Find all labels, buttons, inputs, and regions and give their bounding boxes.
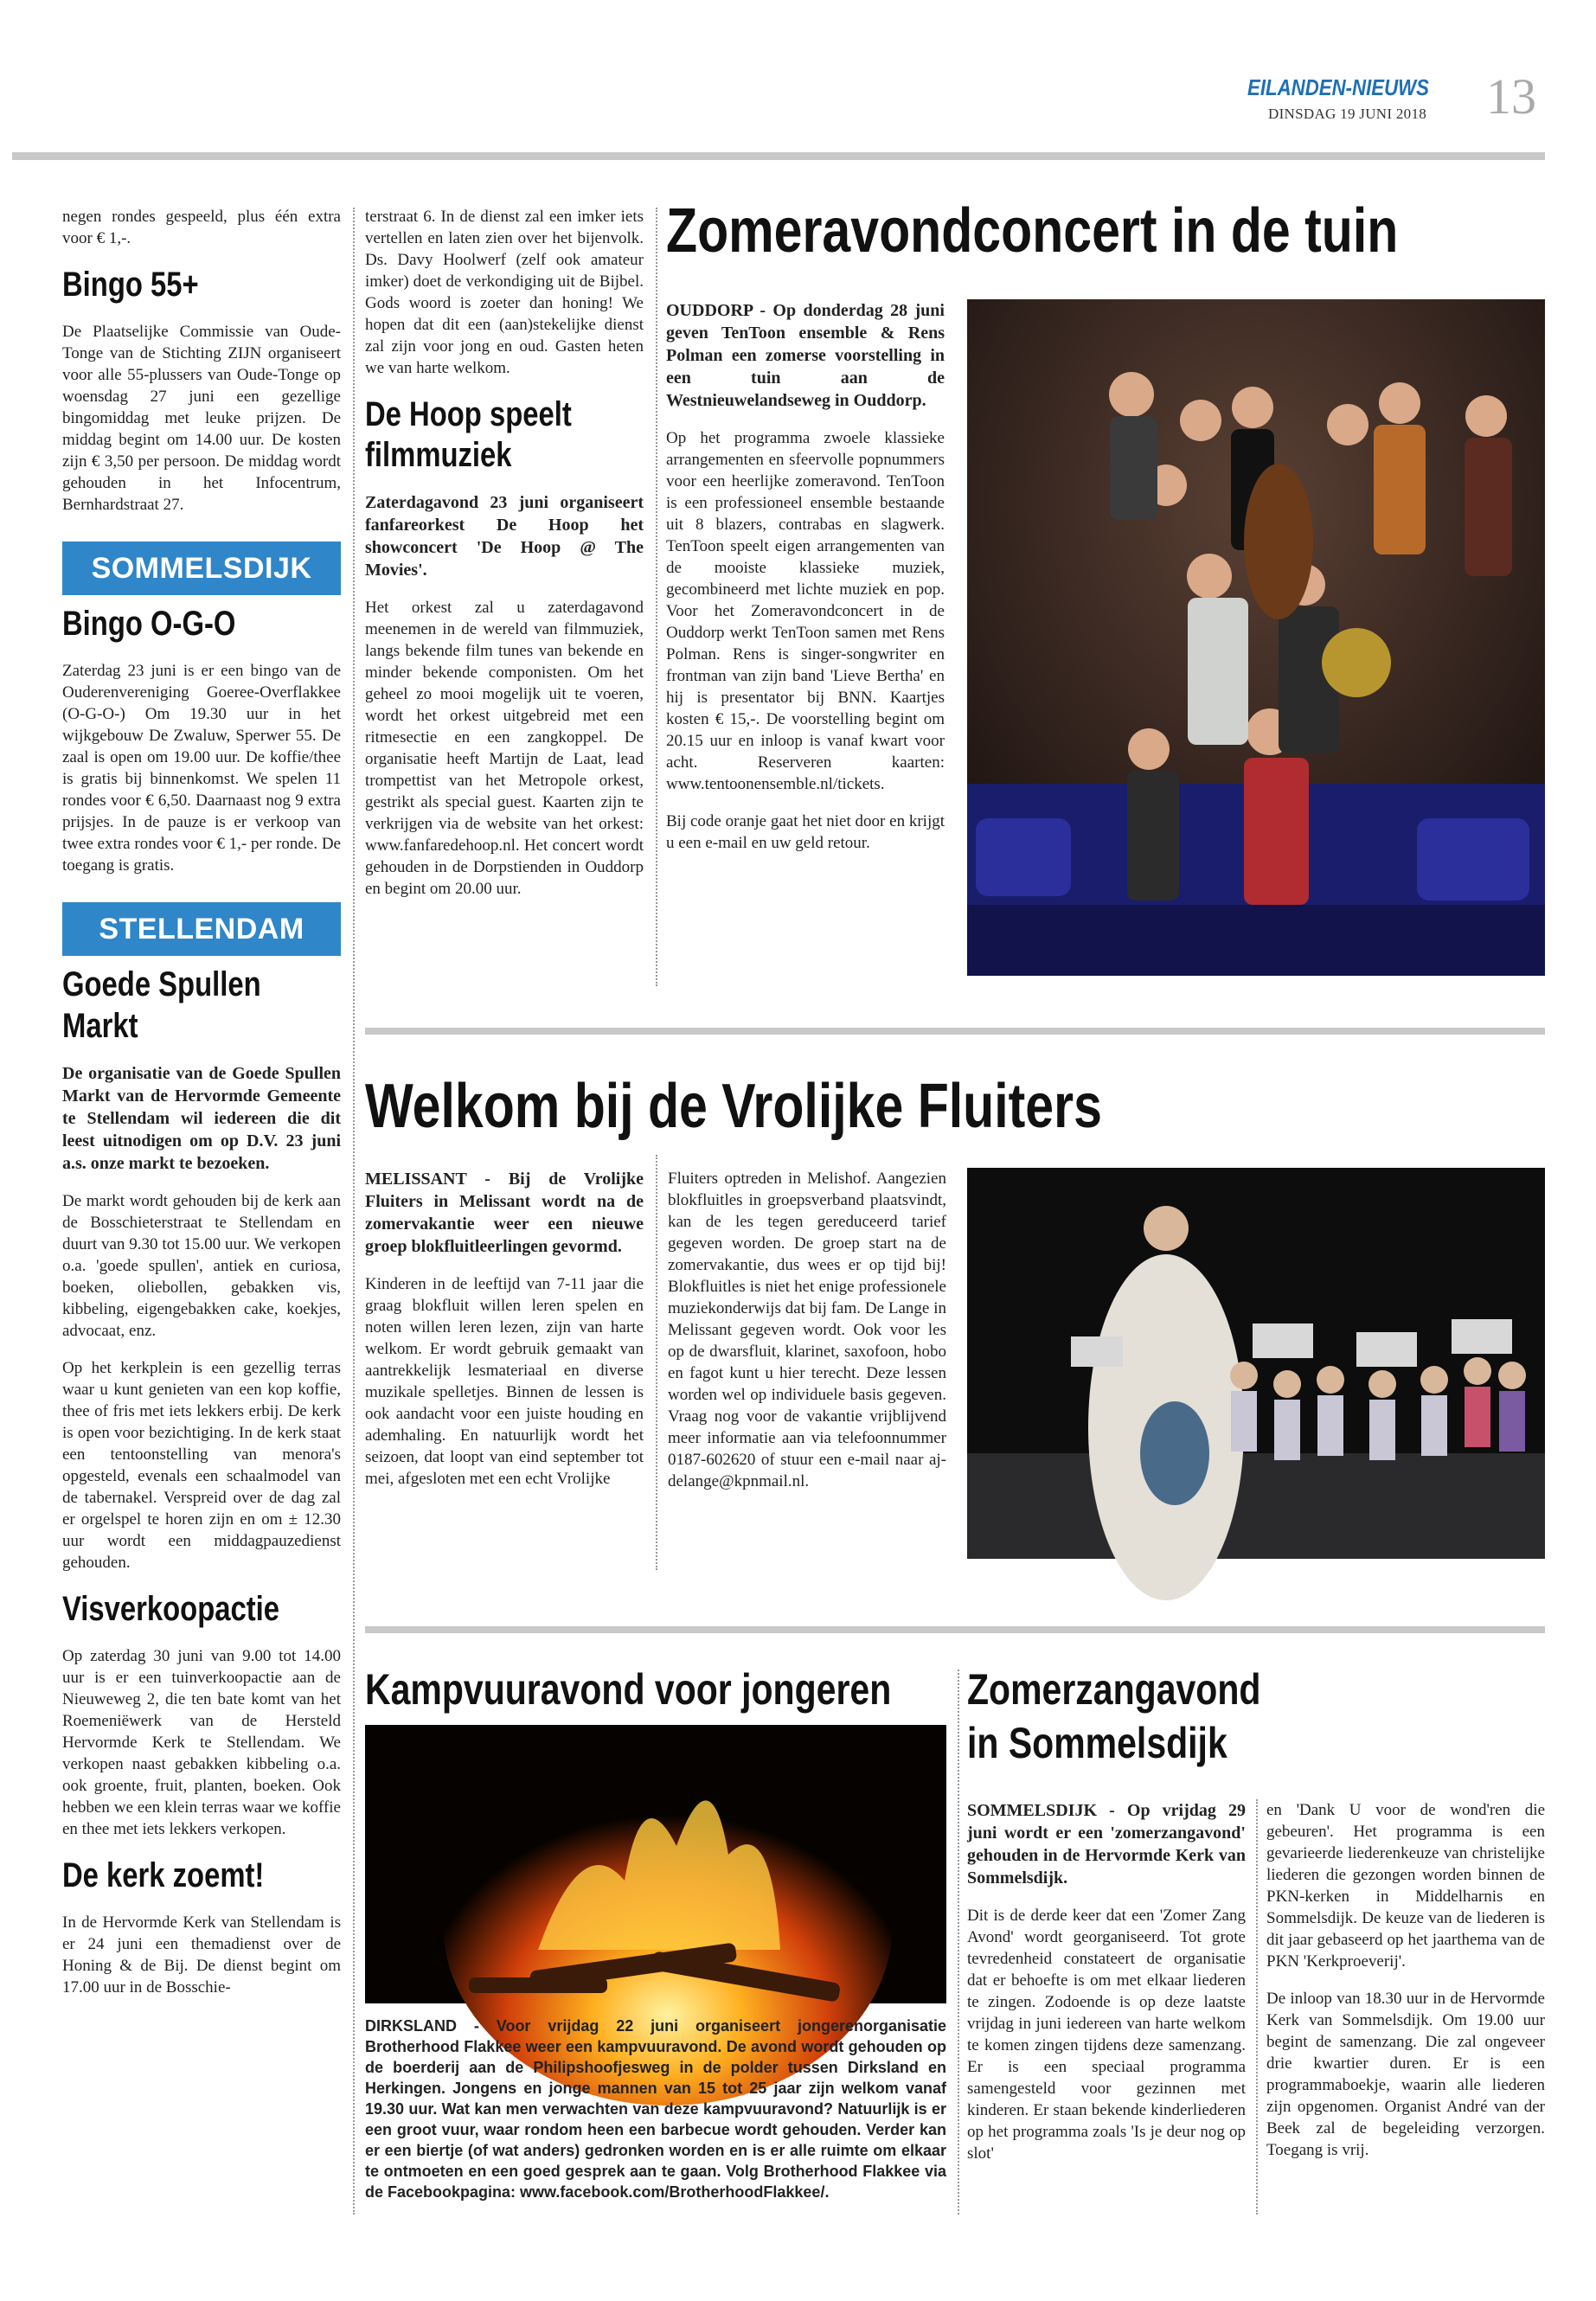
recorder-group-photo	[967, 1168, 1545, 1559]
kamp-caption: DIRKSLAND - Voor vrijdag 22 juni organiseert jongerenorganisatie Brotherhood Flakkee weer een kampvuuravond. De avond wordt gehouden op de boerderij aan de Philipshoofjesweg in de polder tussen Dirksland en Herkingen. Jongens en jonge mannen van 15 tot 25 jaar zijn welkom vanaf 19.30 uur. Wat kan men verwachten van deze kampvuuravond? Natuurlijk is er een groot vuur, waar rondom heen een barbecue wordt gehouden. Verder kan er een biertje (of wat anders) gedronken worden en is er alle ruimte om elkaar te ontmoeten en een goed gesprek aan te gaan. Volg Brotherhood Flakkee via de Facebookpagina: www.facebook.com/BrotherhoodFlakkee/.	[365, 2017, 946, 2201]
zomer-headline: Zomeravondconcert in de tuin	[666, 196, 1399, 266]
kerk-body-continued: terstraat 6. In de dienst zal een imker iets vertellen en laten zien over het bijenvolk. Ds. Davy Hoolwerf (zelf ook amateur imker) doet de verkondiging uit de Bijbel. Gods woord is zoeter dan honing! We hopen dat dit een (aan)stekelijke dienst zal zijn voor jong en oud. Gasten heten we van harte welkom.	[365, 208, 644, 377]
zomer-paragraph: Op het programma zwoele klassieke arrangementen en sfeervolle popnummers voor een heerlijke zomeravond. TenToon is een professioneel ensemble bestaande uit 8 blazers, contrabas en slagwerk. TenToon speelt eigen arrangementen van de mooiste klassieke muziek, gecombineerd met lichte muziek en pop. Voor het Zomeravondconcert in de Ouddorp werkt TenToon samen met Rens Polman. Rens is singer-songwriter en frontman van zijn band 'Lieve Bertha' en hij is presentator bij BNN. Kaartjes kosten € 15,-. De voorstelling begint om 20.15 uur en inloop is vanaf kwart voor acht. Reserveren kaarten: www.tentoonensemble.nl/tickets.	[666, 429, 945, 793]
spullen-heading-line1: Goede Spullen	[62, 965, 261, 1004]
vis-heading: Visverkoopactie	[62, 1589, 279, 1628]
spullen-heading-line2: Markt	[62, 1006, 138, 1045]
hoop-lead: Zaterdagavond 23 juni organiseert fanfareorkest De Hoop het showconcert 'De Hoop @ The Movies'.	[365, 493, 644, 580]
bingo-ogo-body: Zaterdag 23 juni is er een bingo van de Ouderenvereniging Goeree-Overflakkee (O-G-O-) Om 19.30 uur in het wijkgebouw De Zwaluw, Sperwer 55. De zaal is open om 19.00 uur. De koffie/thee is gratis bij binnenkomst. We spelen 11 rondes voor € 6,50. Daarnaast nog 9 extra prijsjes. In de pauze is er verkoop van twee extra rondes voor € 1,- per ronde. De toegang is gratis.	[62, 662, 341, 875]
header-rule	[12, 152, 1545, 160]
column-rule	[1256, 1799, 1258, 2214]
column-rule	[958, 1670, 959, 2214]
section-banner-stellendam: STELLENDAM	[62, 902, 341, 956]
spullen-paragraph: Op het kerkplein is een gezellig terras waar u kunt genieten van een kop koffie, thee of fris met iets lekkers erbij. De kerk is open voor bezichtiging. In de kerk staat een tentoonstelling van menora's opgesteld, evenals een schaalmodel van de tabernakel. Verspreid over de dag zal er orgelspel te horen zijn en om ± 12.30 uur wordt een middagpauzedienst gehouden.	[62, 1358, 341, 1572]
masthead-logo	[1247, 74, 1431, 100]
page-number: 13	[1486, 68, 1536, 125]
issue-date: DINSDAG 19 JUNI 2018	[1268, 106, 1427, 122]
bingo55-body: De Plaatselijke Commissie van Oude-Tonge van de Stichting ZIJN organiseert voor alle 55-plussers van Oude-Tonge op woensdag 27 juni een gezellige bingomiddag met leuke prijzen. De middag begint om 14.00 uur. De kosten zijn € 3,50 per persoon. De middag wordt gehouden in het Infocentrum, Bernhardstraat 27.	[62, 323, 341, 515]
spullen-paragraph: De markt wordt gehouden bij de kerk aan de Bosschieterstraat te Stellendam en duurt van 9.30 tot 15.00 uur. We verkopen o.a. 'goede spullen', antiek en curiosa, boeken, oliebollen, gebakken vis, kibbeling, eigengebakken cake, koekjes, advocaat, enz.	[62, 1191, 341, 1340]
hoop-heading-line1: De Hoop speelt	[365, 395, 572, 433]
bingo55-heading: Bingo 55+	[62, 266, 199, 304]
zang-article-col1	[967, 1799, 1246, 2180]
section-rule	[365, 1028, 1545, 1035]
spullen-lead: De organisatie van de Goede Spullen Markt van de Hervormde Gemeente te Stellendam wil iedereen die dit leest uitnodigen om op D.V. 23 juni a.s. onze markt te bezoeken.	[62, 1063, 341, 1173]
section-rule	[365, 1626, 1545, 1633]
zang-headline-line1: Zomerzangavond	[967, 1665, 1261, 1714]
hoop-heading-line2: filmmuziek	[365, 436, 512, 475]
fluiters-article-col1	[365, 1168, 644, 1505]
kerk-heading: De kerk zoemt!	[62, 1856, 265, 1894]
fluiters-article-col2	[668, 1168, 946, 1508]
column-rule	[353, 208, 355, 2214]
column-rule	[656, 1155, 657, 1570]
section-banner-sommelsdijk: SOMMELSDIJK	[62, 542, 341, 595]
zang-headline-line2: in Sommelsdijk	[967, 1719, 1227, 1767]
fluiters-headline: Welkom bij de Vrolijke Fluiters	[365, 1072, 1102, 1141]
vis-body: Op zaterdag 30 juni van 9.00 tot 14.00 uur is er een tuinverkoopactie aan de Nieuweweg 2, die ten bate komt van het Roemeniëwerk van de Hersteld Hervormde Kerk te Stellendam. We verkopen naast gebakken kibbeling o.a. ook groente, fruit, planten, boeken. Ook hebben we een klein terras waar we koffie en thee met iets lekkers verkopen.	[62, 1646, 341, 1838]
column-left	[62, 206, 341, 2014]
intro-text: negen rondes gespeeld, plus één extra voor € 1,-.	[62, 208, 341, 247]
zang-paragraph: en 'Dank U voor de wond'ren die gebeuren'. Het programma is een gevarieerde liederenkeuze van christelijke liederen die gezongen worden binnen de PKN-kerken in Middelharnis en Sommelsdijk. De keuze van de liederen is dit jaar gebaseerd op het jaarthema van de PKN 'Kerkproeverij'.	[1266, 1801, 1545, 1971]
kerk-body: In de Hervormde Kerk van Stellendam is er 24 juni een themadienst over de Honing & de Bij. De dienst begint om 17.00 uur in de Bosschie-	[62, 1913, 341, 1997]
campfire-photo	[365, 1725, 946, 2003]
ensemble-photo	[967, 299, 1545, 976]
zang-paragraph: De inloop van 18.30 uur in de Hervormde Kerk van Sommelsdijk. Om 19.00 uur begint de samenzang. Die zal ongeveer drie kwartier duren. Er is een programmaboekje, waarin alle liederen zijn opgenomen. Organist André van der Beek zal de begeleiding verzorgen. Toegang is vrij.	[1266, 1990, 1545, 2159]
zang-article-col2	[1266, 1799, 1545, 2176]
zomer-article	[666, 299, 945, 869]
zomer-paragraph: Bij code oranje gaat het niet door en krijgt u een e-mail en uw geld retour.	[666, 812, 945, 852]
column-middle	[365, 206, 644, 915]
bingo-ogo-heading: Bingo O-G-O	[62, 605, 236, 644]
hoop-body: Het orkest zal u zaterdagavond meenemen in de wereld van filmmuziek, langs bekende film tunes van bekende en minder bekende componisten. Om het geheel zo mooi mogelijk uit te voeren, wordt het orkest uitgebreid met een ritmesectie en een zangkoppel. De organisatie heeft Martijn de Laat, lead trompettist van het Metropole orkest, gestrikt als special guest. Kaarten zijn te verkrijgen via de website van het orkest: www.fanfaredehoop.nl. Het concert wordt gehouden in de Dorpstienden in Ouddorp en begint om 20.00 uur.	[365, 599, 644, 899]
fluiters-lead: MELISSANT - Bij de Vrolijke Fluiters in Melissant wordt na de zomervakantie weer een nieuwe groep blokfluitleerlingen gevormd.	[365, 1170, 644, 1256]
fluiters-paragraph: Kinderen in de leeftijd van 7-11 jaar die graag blokfluit willen leren spelen en noten willen leren lezen, zijn van harte welkom. Er wordt gebruik gemaakt van aantrekkelijk lesmateriaal en diverse muzikale spelletjes. Binnen de lessen is ook aandacht voor een juiste houding en ademhaling. En natuurlijk wordt het seizoen, dat loopt van eind september tot mei, afgesloten met een echt Vrolijke	[365, 1275, 644, 1488]
zomer-lead: OUDDORP - Op donderdag 28 juni geven TenToon ensemble & Rens Polman een zomerse voorstelling in een tuin aan de Westnieuwelandseweg in Ouddorp.	[666, 301, 945, 410]
kamp-headline: Kampvuuravond voor jongeren	[365, 1665, 892, 1714]
masthead-logo-text: EILANDEN-NIEUWS	[1247, 74, 1430, 100]
column-rule	[656, 208, 657, 986]
zang-paragraph: Dit is de derde keer dat een 'Zomer Zang Avond' wordt georganiseerd. Tot grote tevredenheid constateert de organisatie dat er behoefte is om met elkaar liederen te zingen. Zodoende is op deze laatste vrijdag in juni iedereen van harte welkom te komen zingen tijdens deze samenzang. Er is een speciaal programma samengesteld voor gezinnen met kinderen. Er staan bekende kinderliederen op het programma zoals 'Is je deur nog op slot'	[967, 1907, 1246, 2163]
fluiters-paragraph: Fluiters optreden in Melishof. Aangezien blokfluitles in groepsverband plaatsvindt, kan de les tegen gereduceerd tarief gegeven worden. De groep start na de zomervakantie, dus wees er op tijd bij! Blokfluitles is niet het enige professionele muziekonderwijs dat bij fam. De Lange in Melissant gegeven wordt. Ook voor les op de dwarsfluit, klarinet, saxofoon, hobo en fagot kunt u hier terecht. Deze lessen worden wel op individuele basis gegeven. Vraag nog voor de vakantie vrijblijvend meer informatie aan via telefoonnummer 0187-602620 of stuur een e-mail naar aj-delange@kpnmail.nl.	[668, 1170, 946, 1490]
zang-lead: SOMMELSDIJK - Op vrijdag 29 juni wordt er een 'zomerzangavond' gehouden in de Hervormde Kerk van Sommelsdijk.	[967, 1801, 1246, 1888]
